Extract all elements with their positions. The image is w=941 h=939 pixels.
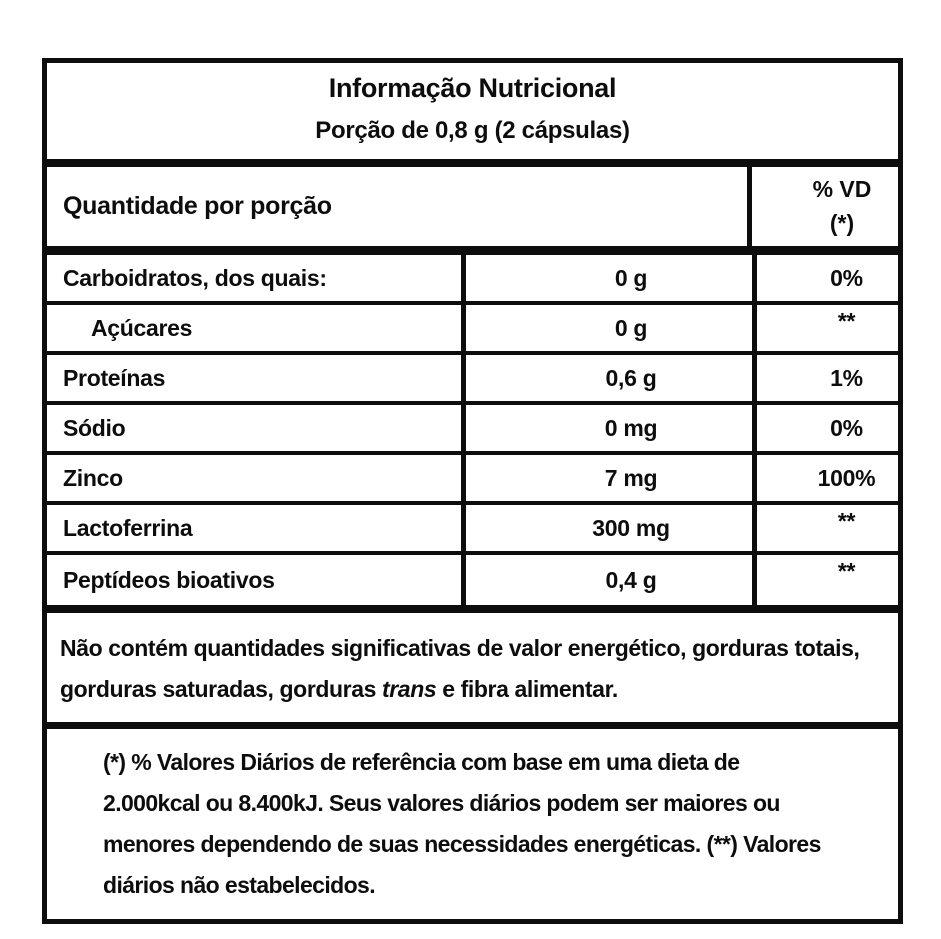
nutrient-label: Carboidratos, dos quais: (63, 264, 327, 291)
nutrient-label: Sódio (63, 414, 126, 441)
daily-value-header (747, 167, 898, 246)
nutrient-amount: 300 mg (461, 505, 752, 551)
table-row-proteinas (47, 355, 898, 405)
table-row-peptideos (47, 555, 898, 605)
table-row-acucares (47, 305, 898, 355)
nutrient-dv: 0% (752, 255, 898, 301)
nutrient-dv: 100% (752, 455, 898, 501)
nutrient-amount: 7 mg (461, 455, 752, 501)
nutrient-rows (47, 255, 898, 613)
quantity-per-serving-header: Quantidade por porção (63, 192, 332, 220)
nutrient-label: Açúcares (91, 314, 193, 341)
nutrient-label: Zinco (63, 464, 123, 491)
nutrient-dv: 0% (752, 405, 898, 451)
nutrient-amount: 0 g (461, 305, 752, 351)
nutrient-amount: 0 mg (461, 405, 752, 451)
nutrient-label: Peptídeos bioativos (63, 566, 275, 593)
daily-value-header-line2: (*) (829, 209, 855, 236)
daily-value-header-line1: % VD (812, 176, 872, 203)
nutrient-label: Lactoferrina (63, 514, 193, 541)
daily-values-footnote: (*) % Valores Diários de referência com base em uma dieta de 2.000kcal ou 8.400kJ. Seus valores diários podem ser maiores ou menores dependendo de suas necessidades energéticas. (**) Valores diários não estabelecidos. (103, 749, 821, 898)
nutrient-dv: ** (752, 505, 898, 551)
nutrition-facts-label (42, 58, 903, 924)
serving-size: Porção de 0,8 g (2 cápsulas) (315, 117, 630, 144)
trans-italic-word: trans (382, 676, 437, 702)
title-section (47, 63, 898, 167)
nutrient-dv: 1% (752, 355, 898, 401)
column-header-row (47, 167, 898, 255)
table-row-lactoferrina (47, 505, 898, 555)
note-text-before: Não contém quantidades significativas de valor energético, gorduras totais, gorduras saturadas, gorduras (60, 635, 860, 702)
table-row-zinco (47, 455, 898, 505)
table-row-sodio (47, 405, 898, 455)
label-title: Informação Nutricional (328, 73, 617, 103)
table-row-carboidratos (47, 255, 898, 305)
nutrient-dv: ** (752, 305, 898, 351)
note-text-after: e fibra alimentar. (436, 676, 618, 702)
no-significant-amounts-note (47, 613, 898, 729)
nutrient-dv: ** (752, 555, 898, 605)
nutrient-amount: 0,4 g (461, 555, 752, 605)
nutrient-label: Proteínas (63, 364, 166, 391)
nutrient-amount: 0,6 g (461, 355, 752, 401)
nutrient-amount: 0 g (461, 255, 752, 301)
